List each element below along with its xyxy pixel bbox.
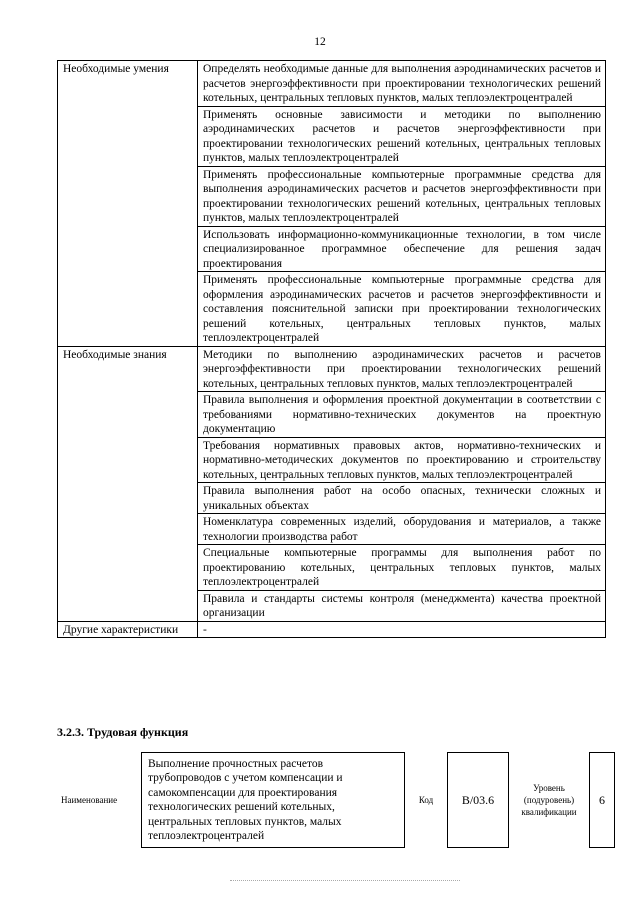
knowledge-item: Специальные компьютерные программы для выполнения работ по проектированию котельных, центральных тепловых пунктов, малых теплоэлектроцентралей (198, 545, 606, 591)
other-value: - (198, 621, 606, 638)
table-row (58, 621, 606, 638)
knowledge-item: Требования нормативных правовых актов, нормативно-технических и нормативно-методических документов по проектированию и строительству котельных, центральных тепловых пунктов, малых теплоэлектроцентралей (198, 437, 606, 483)
other-label: Другие характеристики (58, 621, 198, 638)
footer-divider (230, 880, 460, 881)
knowledge-label: Необходимые знания (58, 346, 198, 621)
skill-item: Применять профессиональные компьютерные программные средства для выполнения аэродинамических расчетов и расчетов энергоэффективности при проектировании технологических решений котельных, центральных тепловых пунктов, малых теплоэлектроцентралей (198, 166, 606, 226)
table-row (57, 753, 615, 848)
knowledge-item: Методики по выполнению аэродинамических расчетов и расчетов энергоэффективности при проектировании технологических решений котельных, центральных тепловых пунктов, малых теплоэлектроцентралей (198, 346, 606, 392)
table-row (58, 346, 606, 392)
code-value: В/03.6 (448, 753, 509, 848)
skills-label: Необходимые умения (58, 61, 198, 347)
knowledge-item: Номенклатура современных изделий, оборудования и материалов, а также технологии производства работ (198, 514, 606, 545)
labor-function-table (57, 752, 615, 848)
name-value: Выполнение прочностных расчетов трубопроводов с учетом компенсации и самокомпенсации для проектирования технологических решений котельных, центральных тепловых пунктов, малых теплоэлектроцентралей (142, 753, 405, 848)
skill-item: Применять профессиональные компьютерные программные средства для оформления аэродинамических расчетов и расчетов энергоэффективности и составления пояснительной записки при проектировании технологических решений котельных, центральных тепловых пунктов, малых теплоэлектроцентралей (198, 272, 606, 347)
knowledge-item: Правила выполнения работ на особо опасных, технически сложных и уникальных объектах (198, 483, 606, 514)
page-number: 12 (314, 36, 326, 48)
level-value: 6 (590, 753, 615, 848)
knowledge-item: Правила и стандарты системы контроля (менеджмента) качества проектной организации (198, 590, 606, 621)
name-label: Наименование (61, 795, 118, 805)
code-label: Код (418, 795, 434, 805)
level-label: Уровень (подуровень) квалификации (521, 783, 577, 817)
section-heading: 3.2.3. Трудовая функция (57, 725, 189, 739)
knowledge-item: Правила выполнения и оформления проектной документации в соответствии с требованиями нормативно-технических документов на проектную документацию (198, 392, 606, 438)
skill-item: Использовать информационно-коммуникационные технологии, в том числе специализированное программное обеспечение для решения задач проектирования (198, 226, 606, 272)
skill-item: Определять необходимые данные для выполнения аэродинамических расчетов и расчетов энергоэффективности при проектировании технологических решений котельных, центральных тепловых пунктов, малых теплоэлектроцентралей (198, 61, 606, 107)
skill-item: Применять основные зависимости и методики по выполнению аэродинамических расчетов и расчетов энергоэффективности при проектировании технологических решений котельных, центральных тепловых пунктов, малых теплоэлектроцентралей (198, 106, 606, 166)
requirements-table (57, 60, 606, 638)
table-row (58, 61, 606, 107)
